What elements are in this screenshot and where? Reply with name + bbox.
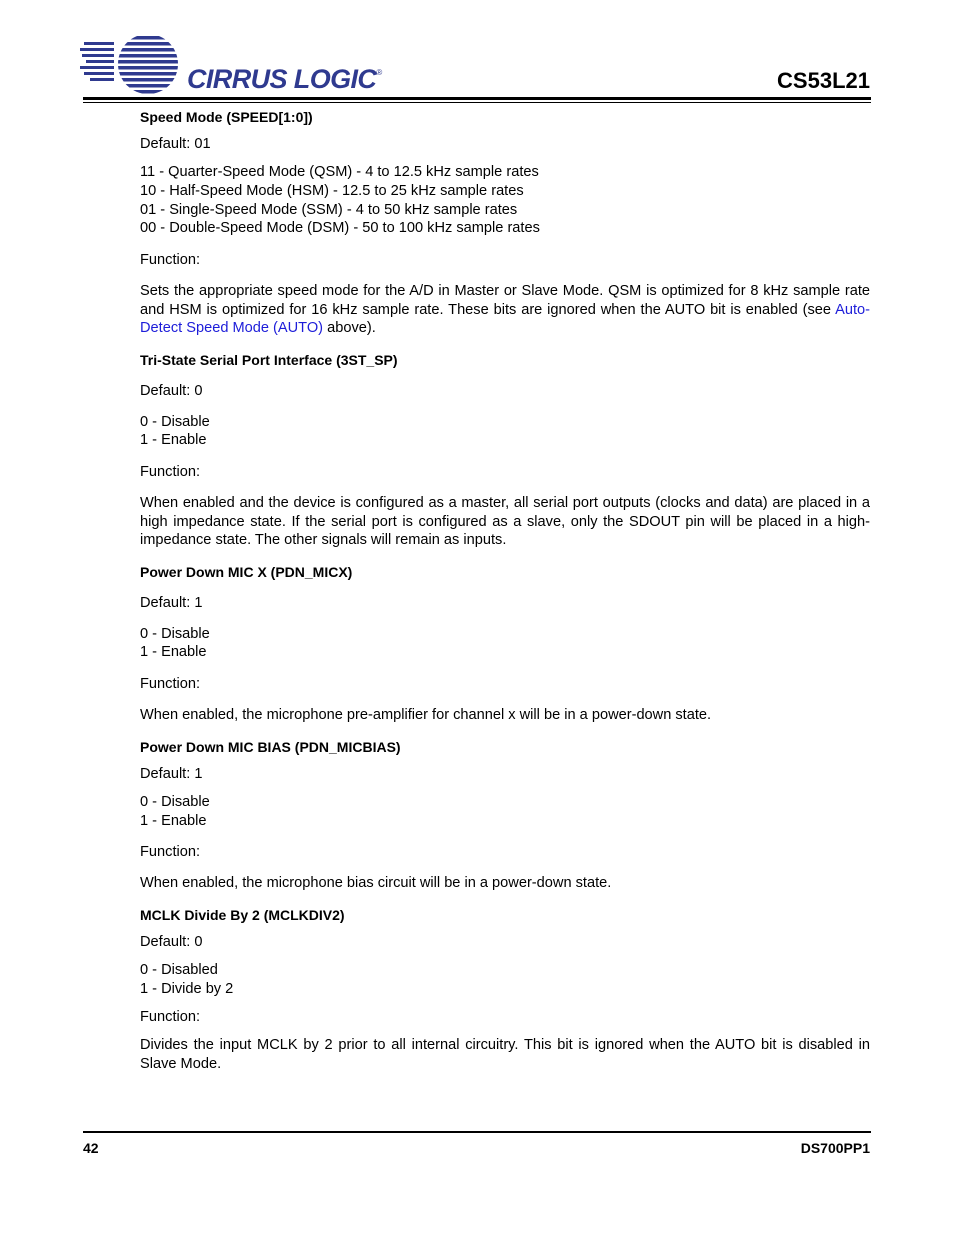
header-rule-thin: [83, 102, 871, 103]
option-item: 00 - Double-Speed Mode (DSM) - 50 to 100 kHz sample rates: [140, 220, 540, 236]
option-item: 1 - Enable: [140, 644, 207, 660]
option-item: 10 - Half-Speed Mode (HSM) - 12.5 to 25 kHz sample rates: [140, 183, 524, 199]
default-value: Default: 01: [140, 136, 211, 152]
option-item: 0 - Disable: [140, 414, 210, 430]
section-title-power-down-mic-x: Power Down MIC X (PDN_MICX): [140, 564, 353, 580]
option-item: 01 - Single-Speed Mode (SSM) - 4 to 50 kHz sample rates: [140, 202, 518, 218]
document-code: DS700PP1: [800, 1140, 870, 1156]
default-value: Default: 0: [140, 383, 203, 399]
page-number: 42: [83, 1140, 99, 1156]
function-description: Sets the appropriate speed mode for the A/D in Master or Slave Mode. QSM is optimized for 8 kHz sample rate and HSM is optimized for 16 kHz sample rate. These bits are ignored when the AUTO bit is enabled (see Auto-Detect Speed Mode (AUTO) above).: [140, 283, 870, 337]
logo-wordmark: CIRRUS LOGIC®: [187, 64, 382, 94]
function-description: When enabled, the microphone pre-amplifier for channel x will be in a power-down state.: [140, 707, 712, 723]
option-item: 1 - Enable: [140, 813, 207, 829]
option-item: 0 - Disable: [140, 626, 210, 642]
function-description: When enabled and the device is configured as a master, all serial port outputs (clocks and data) are placed in a high impedance state. If the serial port is configured as a slave, only the SDOUT pin will be placed in a high-impedance state. The other signals will remain as inputs.: [140, 495, 870, 549]
section-title-speed-mode: Speed Mode (SPEED[1:0]): [140, 109, 313, 125]
option-item: 1 - Divide by 2: [140, 981, 234, 997]
function-description: When enabled, the microphone bias circuit will be in a power-down state.: [140, 875, 612, 891]
option-item: 0 - Disabled: [140, 962, 218, 978]
section-title-power-down-mic-bias: Power Down MIC BIAS (PDN_MICBIAS): [140, 739, 401, 755]
section-title-tri-state: Tri-State Serial Port Interface (3ST_SP): [140, 352, 398, 368]
function-label: Function:: [140, 252, 201, 268]
option-item: 1 - Enable: [140, 432, 207, 448]
section-title-mclk-divide: MCLK Divide By 2 (MCLKDIV2): [140, 907, 345, 923]
function-label: Function:: [140, 1009, 201, 1025]
footer-rule: [83, 1131, 871, 1133]
default-value: Default: 1: [140, 766, 203, 782]
function-label: Function:: [140, 844, 201, 860]
default-value: Default: 1: [140, 595, 203, 611]
option-item: 11 - Quarter-Speed Mode (QSM) - 4 to 12.5 kHz sample rates: [140, 164, 539, 180]
function-label: Function:: [140, 464, 201, 480]
option-item: 0 - Disable: [140, 794, 210, 810]
document-title: CS53L21: [777, 68, 870, 93]
function-label: Function:: [140, 676, 201, 692]
function-description: Divides the input MCLK by 2 prior to all internal circuitry. This bit is ignored when the AUTO bit is disabled in Slave Mode.: [140, 1037, 870, 1072]
cirrus-logic-logo-mark: [80, 32, 200, 96]
default-value: Default: 0: [140, 934, 203, 950]
auto-detect-speed-mode-link[interactable]: Auto-Detect Speed Mode (AUTO): [140, 301, 870, 337]
header-rule: [83, 97, 871, 100]
